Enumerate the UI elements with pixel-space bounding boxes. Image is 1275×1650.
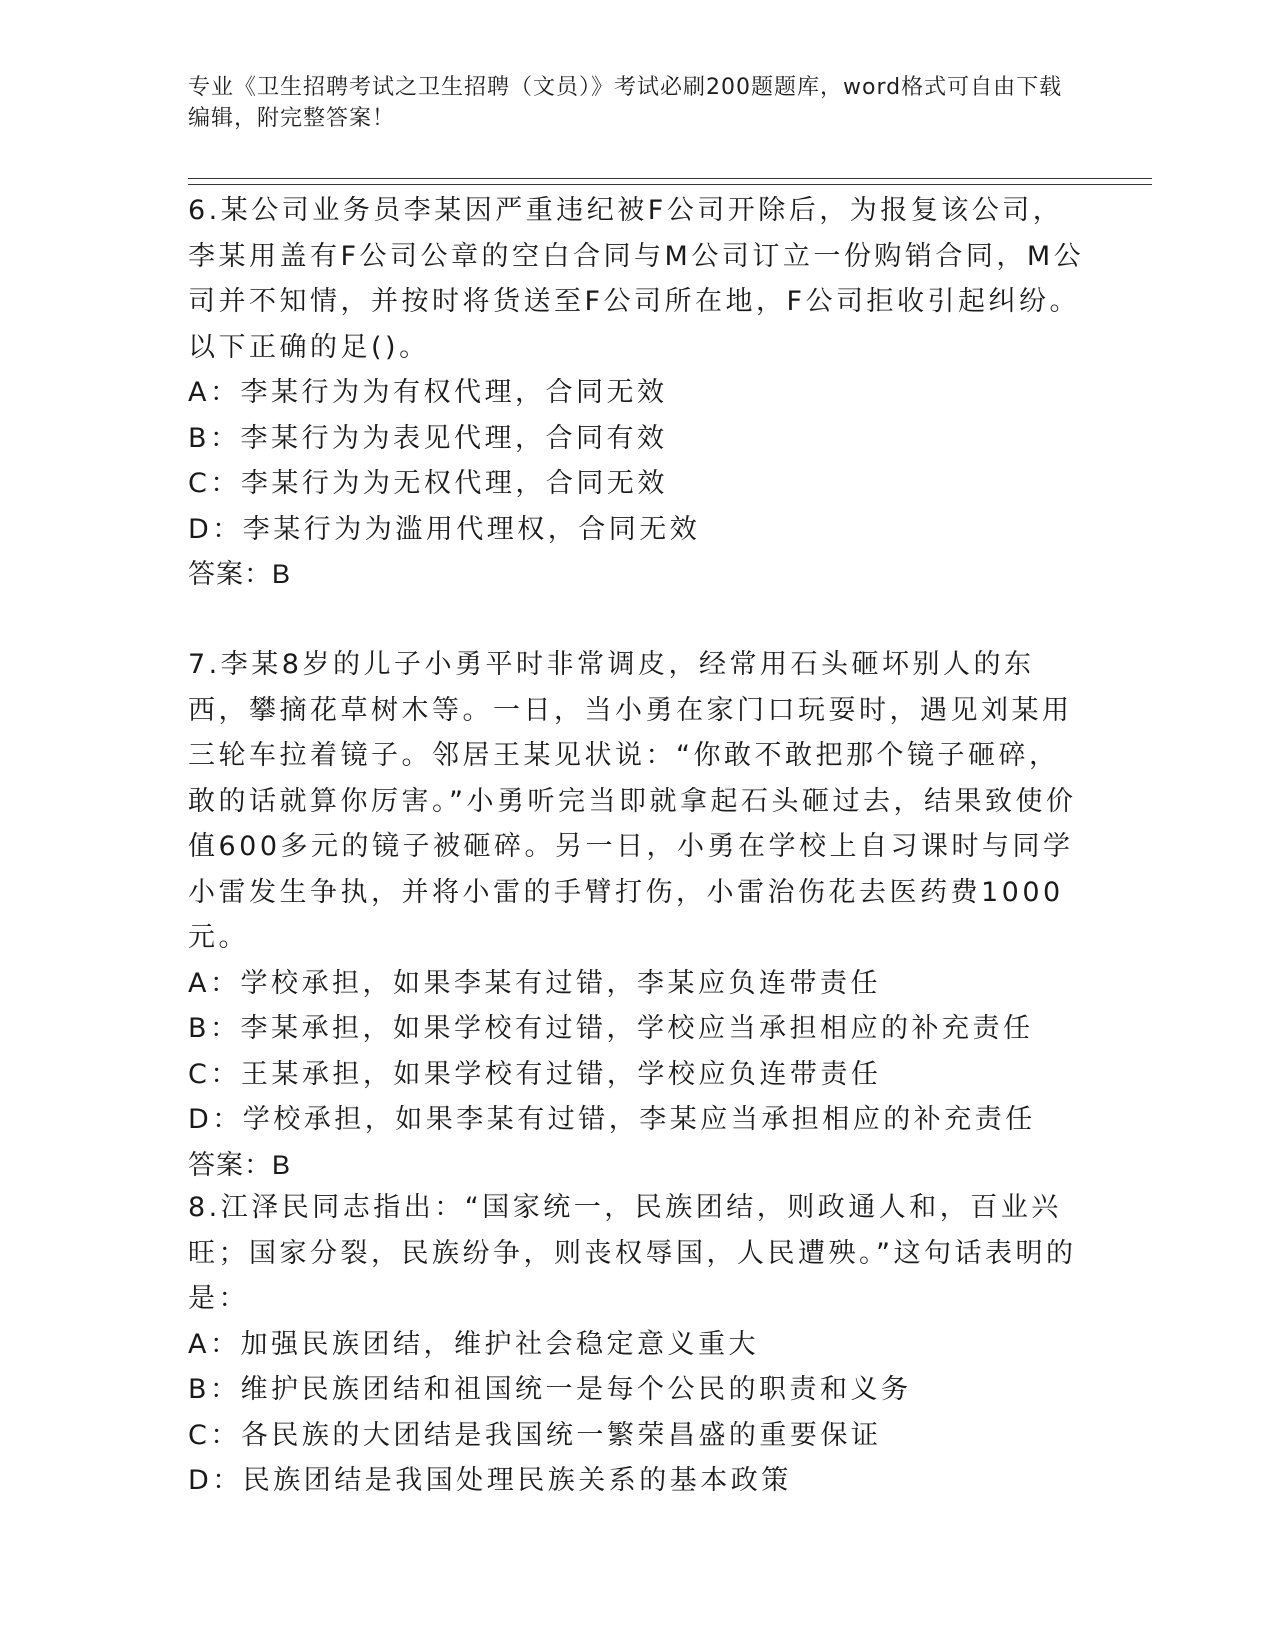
option-a: A：加强民族团结，维护社会稳定意义重大 <box>188 1328 759 1360</box>
answer-text: 答案：B <box>188 1149 292 1180</box>
option-c: C：各民族的大团结是我国统一繁荣昌盛的重要保证 <box>188 1419 882 1451</box>
header-rule-top <box>188 178 1152 179</box>
option-d: D：学校承担，如果李某有过错，李某应当承担相应的补充责任 <box>188 1104 1036 1135</box>
question-8 <box>188 1185 1088 1504</box>
answer-text: 答案：B <box>188 559 292 589</box>
option-d: D：民族团结是我国处理民族关系的基本政策 <box>188 1465 792 1496</box>
option-a: A：李某行为为有权代理，合同无效 <box>188 377 668 408</box>
option-a: A：学校承担，如果李某有过错，李某应负连带责任 <box>188 967 881 999</box>
option-c: C：李某行为为无权代理，合同无效 <box>188 468 668 499</box>
option-b: B：李某承担，如果学校有过错，学校应当承担相应的补充责任 <box>188 1013 1034 1044</box>
option-d: D：李某行为为滥用代理权，合同无效 <box>188 513 701 545</box>
question-6 <box>188 188 1088 598</box>
option-c: C：王某承担，如果学校有过错，学校应负连带责任 <box>188 1058 882 1090</box>
question-7 <box>188 642 1088 1188</box>
question-stem: 8.江泽民同志指出：“国家统一，民族团结，则政通人和，百业兴旺；国家分裂，民族纷争，则丧权辱国，人民遭殃。”这句话表明的是： <box>188 1192 1077 1314</box>
document-header: 专业《卫生招聘考试之卫生招聘（文员）》考试必刷200题题库，word格式可自由下载编辑，附完整答案！ <box>188 75 1063 131</box>
option-b: B：李某行为为表见代理，合同有效 <box>188 422 668 454</box>
question-stem: 7.李某8岁的儿子小勇平时非常调皮，经常用石头砸坏别人的东西，攀摘花草树木等。一日，当小勇在家门口玩耍时，遇见刘某用三轮车拉着镜子。邻居王某见状说：“你敢不敢把那个镜子砸碎，敢的话就算你厉害。”小勇听完当即就拿起石头砸过去，结果致使价值600多元的镜子被砸碎。另一日，小勇在学校上自习课时与同学小雷发生争执，并将小雷的手臂打伤，小雷治伤花去医药费1000元。 <box>188 649 1077 953</box>
option-b: B：维护民族团结和祖国统一是每个公民的职责和义务 <box>188 1374 912 1405</box>
header-rule-bottom <box>188 184 1152 185</box>
question-stem: 6.某公司业务员李某因严重违纪被F公司开除后，为报复该公司，李某用盖有F公司公章的空白合同与M公司订立一份购销合同，M公司并不知情，并按时将货送至F公司所在地，F公司拒收引起纠纷。以下正确的足()。 <box>188 195 1085 363</box>
